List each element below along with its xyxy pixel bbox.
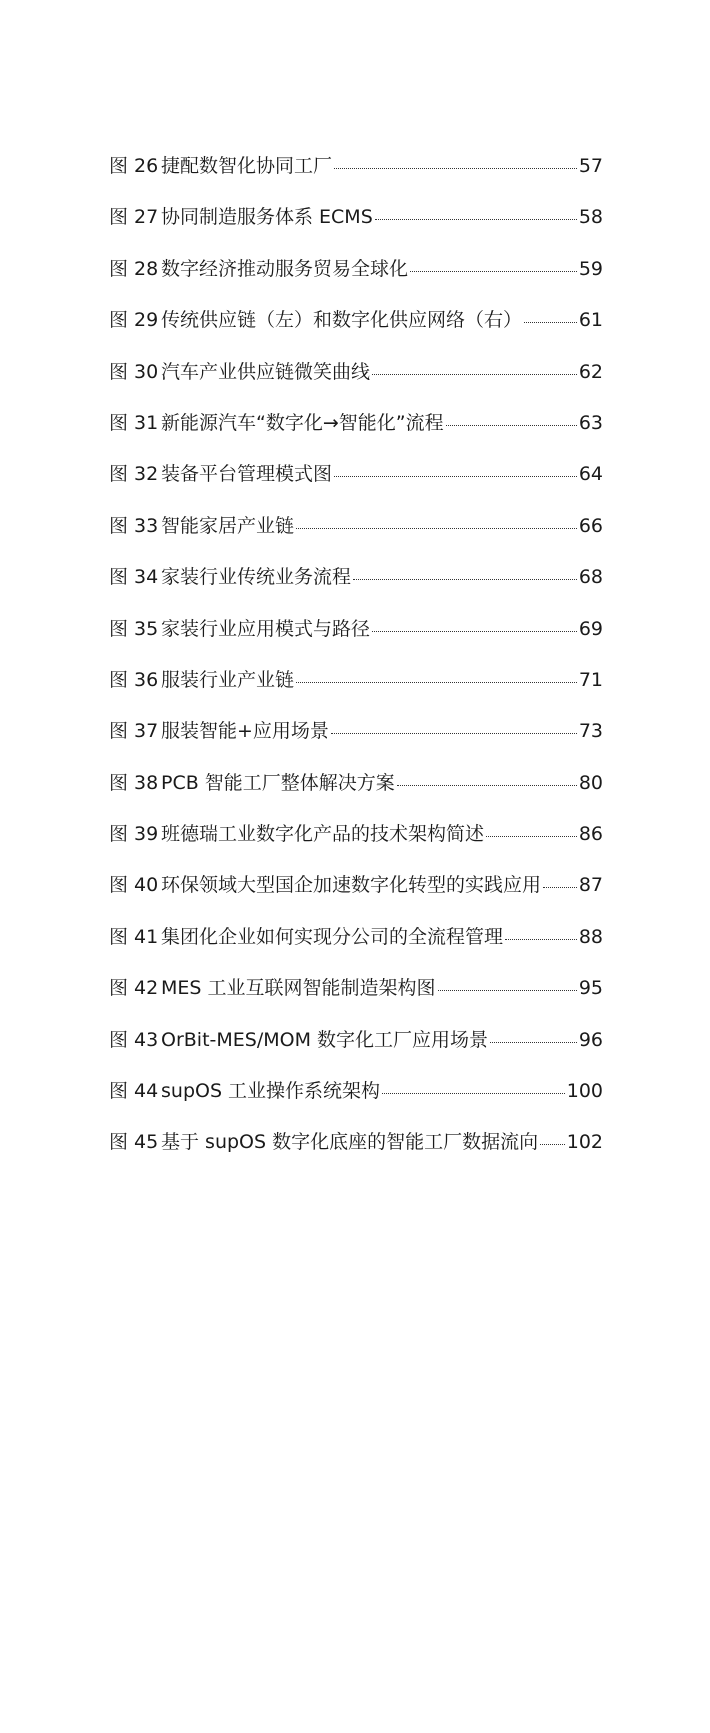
dot-leader xyxy=(410,271,577,272)
page-number: 95 xyxy=(578,977,603,1000)
dot-leader xyxy=(540,1144,565,1145)
figure-number: 图 30 xyxy=(109,360,159,383)
page-number: 71 xyxy=(578,668,603,691)
figure-number: 图 29 xyxy=(109,309,159,332)
figure-title: supOS 工业操作系统架构 xyxy=(161,1080,381,1103)
page-number: 68 xyxy=(578,566,603,589)
toc-entry[interactable] xyxy=(109,617,603,668)
figure-number: 图 28 xyxy=(109,257,159,280)
dot-leader xyxy=(353,579,577,580)
page-number: 80 xyxy=(578,771,603,794)
figure-title: 捷配数智化协同工厂 xyxy=(161,155,333,177)
toc-entry[interactable] xyxy=(109,873,603,924)
figure-number: 图 35 xyxy=(109,617,159,640)
figure-number: 图 41 xyxy=(109,925,159,948)
figure-title: 班德瑞工业数字化产品的技术架构简述 xyxy=(161,823,485,846)
toc-entry[interactable] xyxy=(109,462,603,513)
toc-entry[interactable] xyxy=(109,976,603,1027)
page-number: 69 xyxy=(578,617,603,640)
toc-entry[interactable] xyxy=(109,1079,603,1130)
dot-leader xyxy=(486,836,577,837)
figure-number: 图 31 xyxy=(109,411,159,434)
toc-entry[interactable] xyxy=(109,668,603,719)
dot-leader xyxy=(505,939,577,940)
figure-title: 智能家居产业链 xyxy=(161,514,295,537)
figure-title: 装备平台管理模式图 xyxy=(161,463,333,486)
figure-number: 图 32 xyxy=(109,463,159,486)
figure-number: 图 26 xyxy=(109,155,159,177)
figure-title: 协同制造服务体系 ECMS xyxy=(161,206,373,229)
dot-leader xyxy=(334,168,577,169)
figure-title: 环保领域大型国企加速数字化转型的实践应用 xyxy=(161,874,542,897)
page-number: 96 xyxy=(578,1028,603,1051)
page-number: 88 xyxy=(578,925,603,948)
page-number: 63 xyxy=(578,411,603,434)
toc-entry[interactable] xyxy=(109,822,603,873)
figure-title: 汽车产业供应链微笑曲线 xyxy=(161,360,371,383)
figure-title: 新能源汽车“数字化→智能化”流程 xyxy=(161,411,444,434)
figure-title: OrBit-MES/MOM 数字化工厂应用场景 xyxy=(161,1028,489,1051)
figure-number: 图 38 xyxy=(109,771,159,794)
figure-number: 图 39 xyxy=(109,823,159,846)
toc-entry[interactable] xyxy=(109,771,603,822)
page-number: 102 xyxy=(566,1131,603,1154)
toc-entry[interactable] xyxy=(109,565,603,616)
page-number: 59 xyxy=(578,257,603,280)
page-number: 73 xyxy=(578,720,603,743)
figure-number: 图 33 xyxy=(109,514,159,537)
figure-number: 图 42 xyxy=(109,977,159,1000)
page-number: 86 xyxy=(578,823,603,846)
toc-entry[interactable] xyxy=(109,154,603,205)
figure-number: 图 40 xyxy=(109,874,159,897)
figure-title: 传统供应链（左）和数字化供应网络（右） xyxy=(161,309,523,332)
page-number: 66 xyxy=(578,514,603,537)
dot-leader xyxy=(372,631,577,632)
dot-leader xyxy=(382,1093,565,1094)
figure-number: 图 27 xyxy=(109,206,159,229)
toc-entry[interactable] xyxy=(109,360,603,411)
dot-leader xyxy=(438,990,577,991)
dot-leader xyxy=(543,887,577,888)
figure-number: 图 44 xyxy=(109,1080,159,1103)
toc-entry[interactable] xyxy=(109,205,603,256)
toc-entry[interactable] xyxy=(109,257,603,308)
figure-number: 图 36 xyxy=(109,668,159,691)
figure-title: 家装行业应用模式与路径 xyxy=(161,617,371,640)
toc-entry[interactable] xyxy=(109,925,603,976)
page-number: 87 xyxy=(578,874,603,897)
page-number: 64 xyxy=(578,463,603,486)
figure-list xyxy=(109,154,603,1182)
figure-title: MES 工业互联网智能制造架构图 xyxy=(161,977,436,1000)
page-number: 61 xyxy=(578,309,603,332)
toc-entry[interactable] xyxy=(109,411,603,462)
toc-entry[interactable] xyxy=(109,514,603,565)
dot-leader xyxy=(296,682,577,683)
figure-title: 数字经济推动服务贸易全球化 xyxy=(161,257,409,280)
toc-entry[interactable] xyxy=(109,719,603,770)
figure-title: 基于 supOS 数字化底座的智能工厂数据流向 xyxy=(161,1131,539,1154)
dot-leader xyxy=(331,733,577,734)
toc-entry[interactable] xyxy=(109,1028,603,1079)
toc-entry[interactable] xyxy=(109,1130,603,1181)
figure-title: PCB 智能工厂整体解决方案 xyxy=(161,771,395,794)
figure-number: 图 43 xyxy=(109,1028,159,1051)
page-number: 58 xyxy=(578,206,603,229)
figure-number: 图 37 xyxy=(109,720,159,743)
page-number: 57 xyxy=(578,155,603,177)
dot-leader xyxy=(397,785,577,786)
dot-leader xyxy=(446,425,577,426)
figure-title: 服装行业产业链 xyxy=(161,668,295,691)
page-number: 62 xyxy=(578,360,603,383)
dot-leader xyxy=(296,528,577,529)
dot-leader xyxy=(375,219,577,220)
figure-title: 集团化企业如何实现分公司的全流程管理 xyxy=(161,925,504,948)
dot-leader xyxy=(490,1042,577,1043)
figure-title: 服装智能+应用场景 xyxy=(161,720,329,743)
figure-number: 图 45 xyxy=(109,1131,159,1154)
dot-leader xyxy=(372,374,577,375)
toc-entry[interactable] xyxy=(109,308,603,359)
figure-title: 家装行业传统业务流程 xyxy=(161,566,352,589)
dot-leader xyxy=(334,476,577,477)
page-number: 100 xyxy=(566,1080,603,1103)
figure-number: 图 34 xyxy=(109,566,159,589)
dot-leader xyxy=(524,322,577,323)
